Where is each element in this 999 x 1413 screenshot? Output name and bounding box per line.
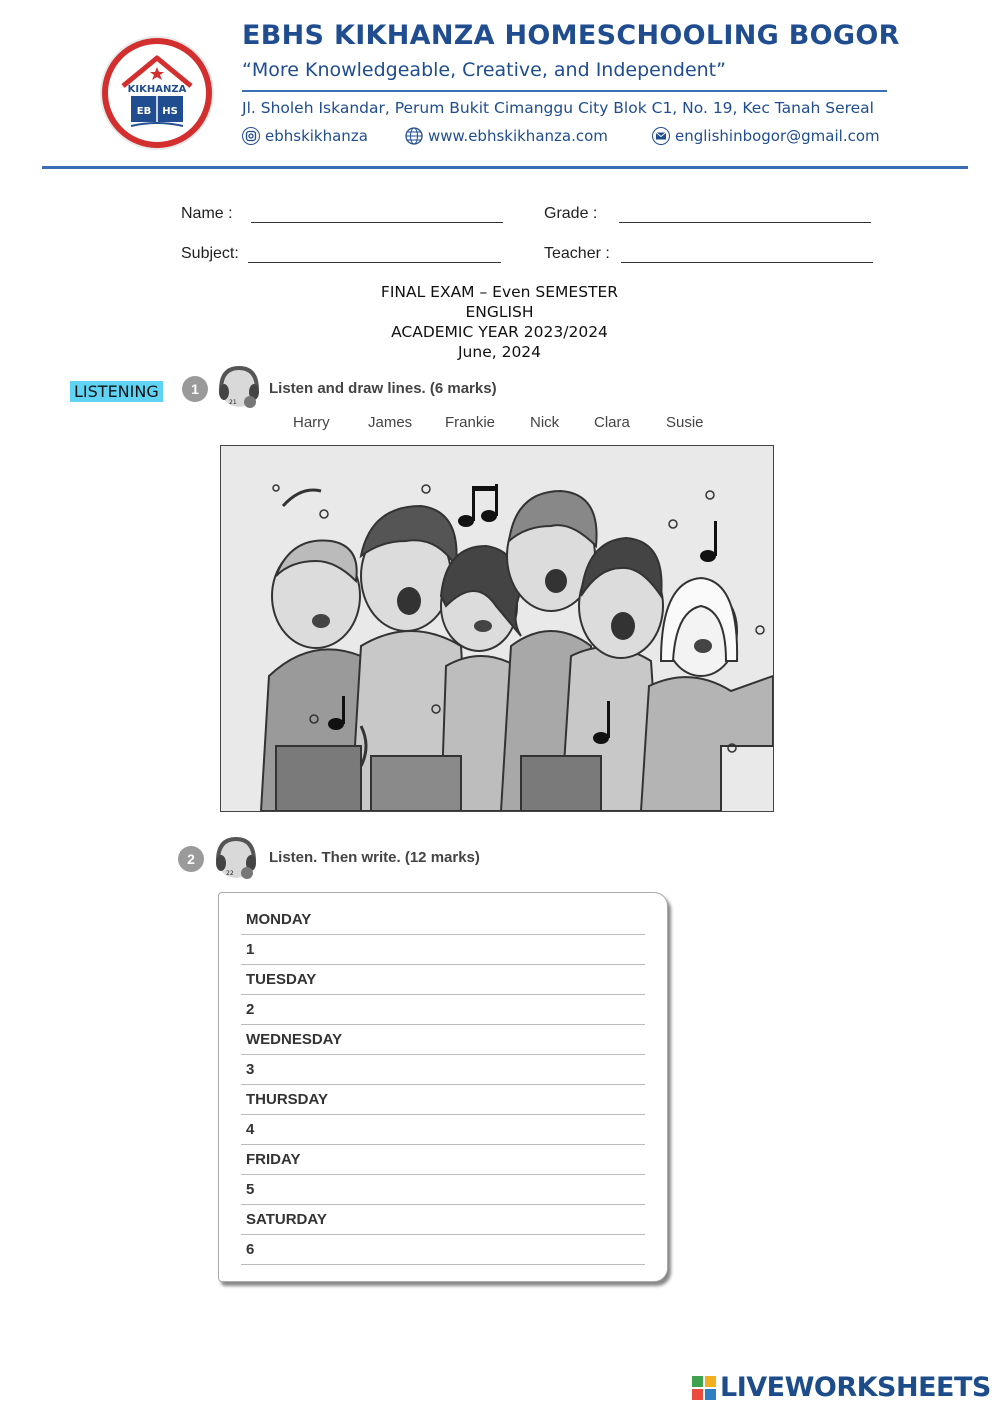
instagram-icon xyxy=(242,127,260,145)
subject-field[interactable] xyxy=(248,262,501,263)
row-saturday: SATURDAY xyxy=(241,1205,645,1235)
grade-field[interactable] xyxy=(619,222,871,223)
name-field[interactable] xyxy=(251,222,503,223)
logo-sub-left: EB xyxy=(136,106,152,117)
track-number-2: 22 xyxy=(226,870,234,877)
name-option-james: James xyxy=(368,414,413,431)
instagram-handle: ebhskikhanza xyxy=(265,127,368,145)
name-option-clara: Clara xyxy=(594,414,630,431)
contact-website xyxy=(405,127,608,145)
logo-sub-right: HS xyxy=(162,106,178,117)
headphones-icon xyxy=(212,362,266,410)
name-option-nick: Nick xyxy=(530,414,560,431)
liveworksheets-logo[interactable] xyxy=(692,1372,991,1403)
question-1-instruction: Listen and draw lines. (6 marks) xyxy=(269,380,497,397)
name-option-frankie: Frankie xyxy=(445,414,496,431)
mail-icon xyxy=(652,127,670,145)
question-2-number: 2 xyxy=(178,846,204,872)
globe-icon xyxy=(405,127,423,145)
liveworksheets-brand: LIVEWORKSHEETS xyxy=(720,1372,991,1403)
exam-title-line3: ACADEMIC YEAR 2023/2024 xyxy=(391,323,608,341)
children-singing-picture xyxy=(220,445,774,812)
track-number-1: 21 xyxy=(229,399,237,406)
exam-title xyxy=(300,282,699,362)
email-address: englishinbogor@gmail.com xyxy=(675,127,880,145)
liveworksheets-icon xyxy=(692,1376,716,1400)
answer-row-5[interactable]: 5 xyxy=(241,1175,645,1205)
exam-title-line4: June, 2024 xyxy=(457,343,542,361)
school-motto: “More Knowledgeable, Creative, and Independent” xyxy=(242,59,726,81)
teacher-field[interactable] xyxy=(621,262,873,263)
row-thursday: THURSDAY xyxy=(241,1085,645,1115)
contact-instagram xyxy=(242,127,368,145)
school-address: Jl. Sholeh Iskandar, Perum Bukit Cimanggu City Blok C1, No. 19, Kec Tanah Sereal xyxy=(242,99,874,117)
answer-row-3[interactable]: 3 xyxy=(241,1055,645,1085)
row-tuesday: TUESDAY xyxy=(241,965,645,995)
name-label: Name : xyxy=(181,205,233,222)
question-1-number: 1 xyxy=(182,376,208,402)
answer-row-1[interactable]: 1 xyxy=(241,935,645,965)
exam-title-line1: FINAL EXAM – Even SEMESTER xyxy=(380,283,619,301)
teacher-label: Teacher : xyxy=(544,245,610,262)
subject-label: Subject: xyxy=(181,245,239,262)
question-2-instruction: Listen. Then write. (12 marks) xyxy=(269,849,480,866)
school-logo xyxy=(98,34,216,152)
header-divider xyxy=(242,90,887,92)
name-option-harry: Harry xyxy=(293,414,330,431)
website-url: www.ebhskikhanza.com xyxy=(428,127,608,145)
contact-email xyxy=(652,127,880,145)
row-wednesday: WEDNESDAY xyxy=(241,1025,645,1055)
page-divider xyxy=(42,166,968,169)
exam-title-line2: ENGLISH xyxy=(465,303,534,321)
grade-label: Grade : xyxy=(544,205,598,222)
headphones-icon xyxy=(209,833,263,881)
answer-row-2[interactable]: 2 xyxy=(241,995,645,1025)
logo-text: KIKHANZA xyxy=(127,84,187,95)
timetable-card xyxy=(218,892,668,1282)
answer-row-4[interactable]: 4 xyxy=(241,1115,645,1145)
row-friday: FRIDAY xyxy=(241,1145,645,1175)
school-name: EBHS KIKHANZA HOMESCHOOLING BOGOR xyxy=(242,20,900,51)
row-monday: MONDAY xyxy=(241,905,645,935)
section-label: LISTENING xyxy=(70,381,163,402)
children-illustration xyxy=(221,446,773,811)
answer-row-6[interactable]: 6 xyxy=(241,1235,645,1265)
name-option-susie: Susie xyxy=(666,414,704,431)
